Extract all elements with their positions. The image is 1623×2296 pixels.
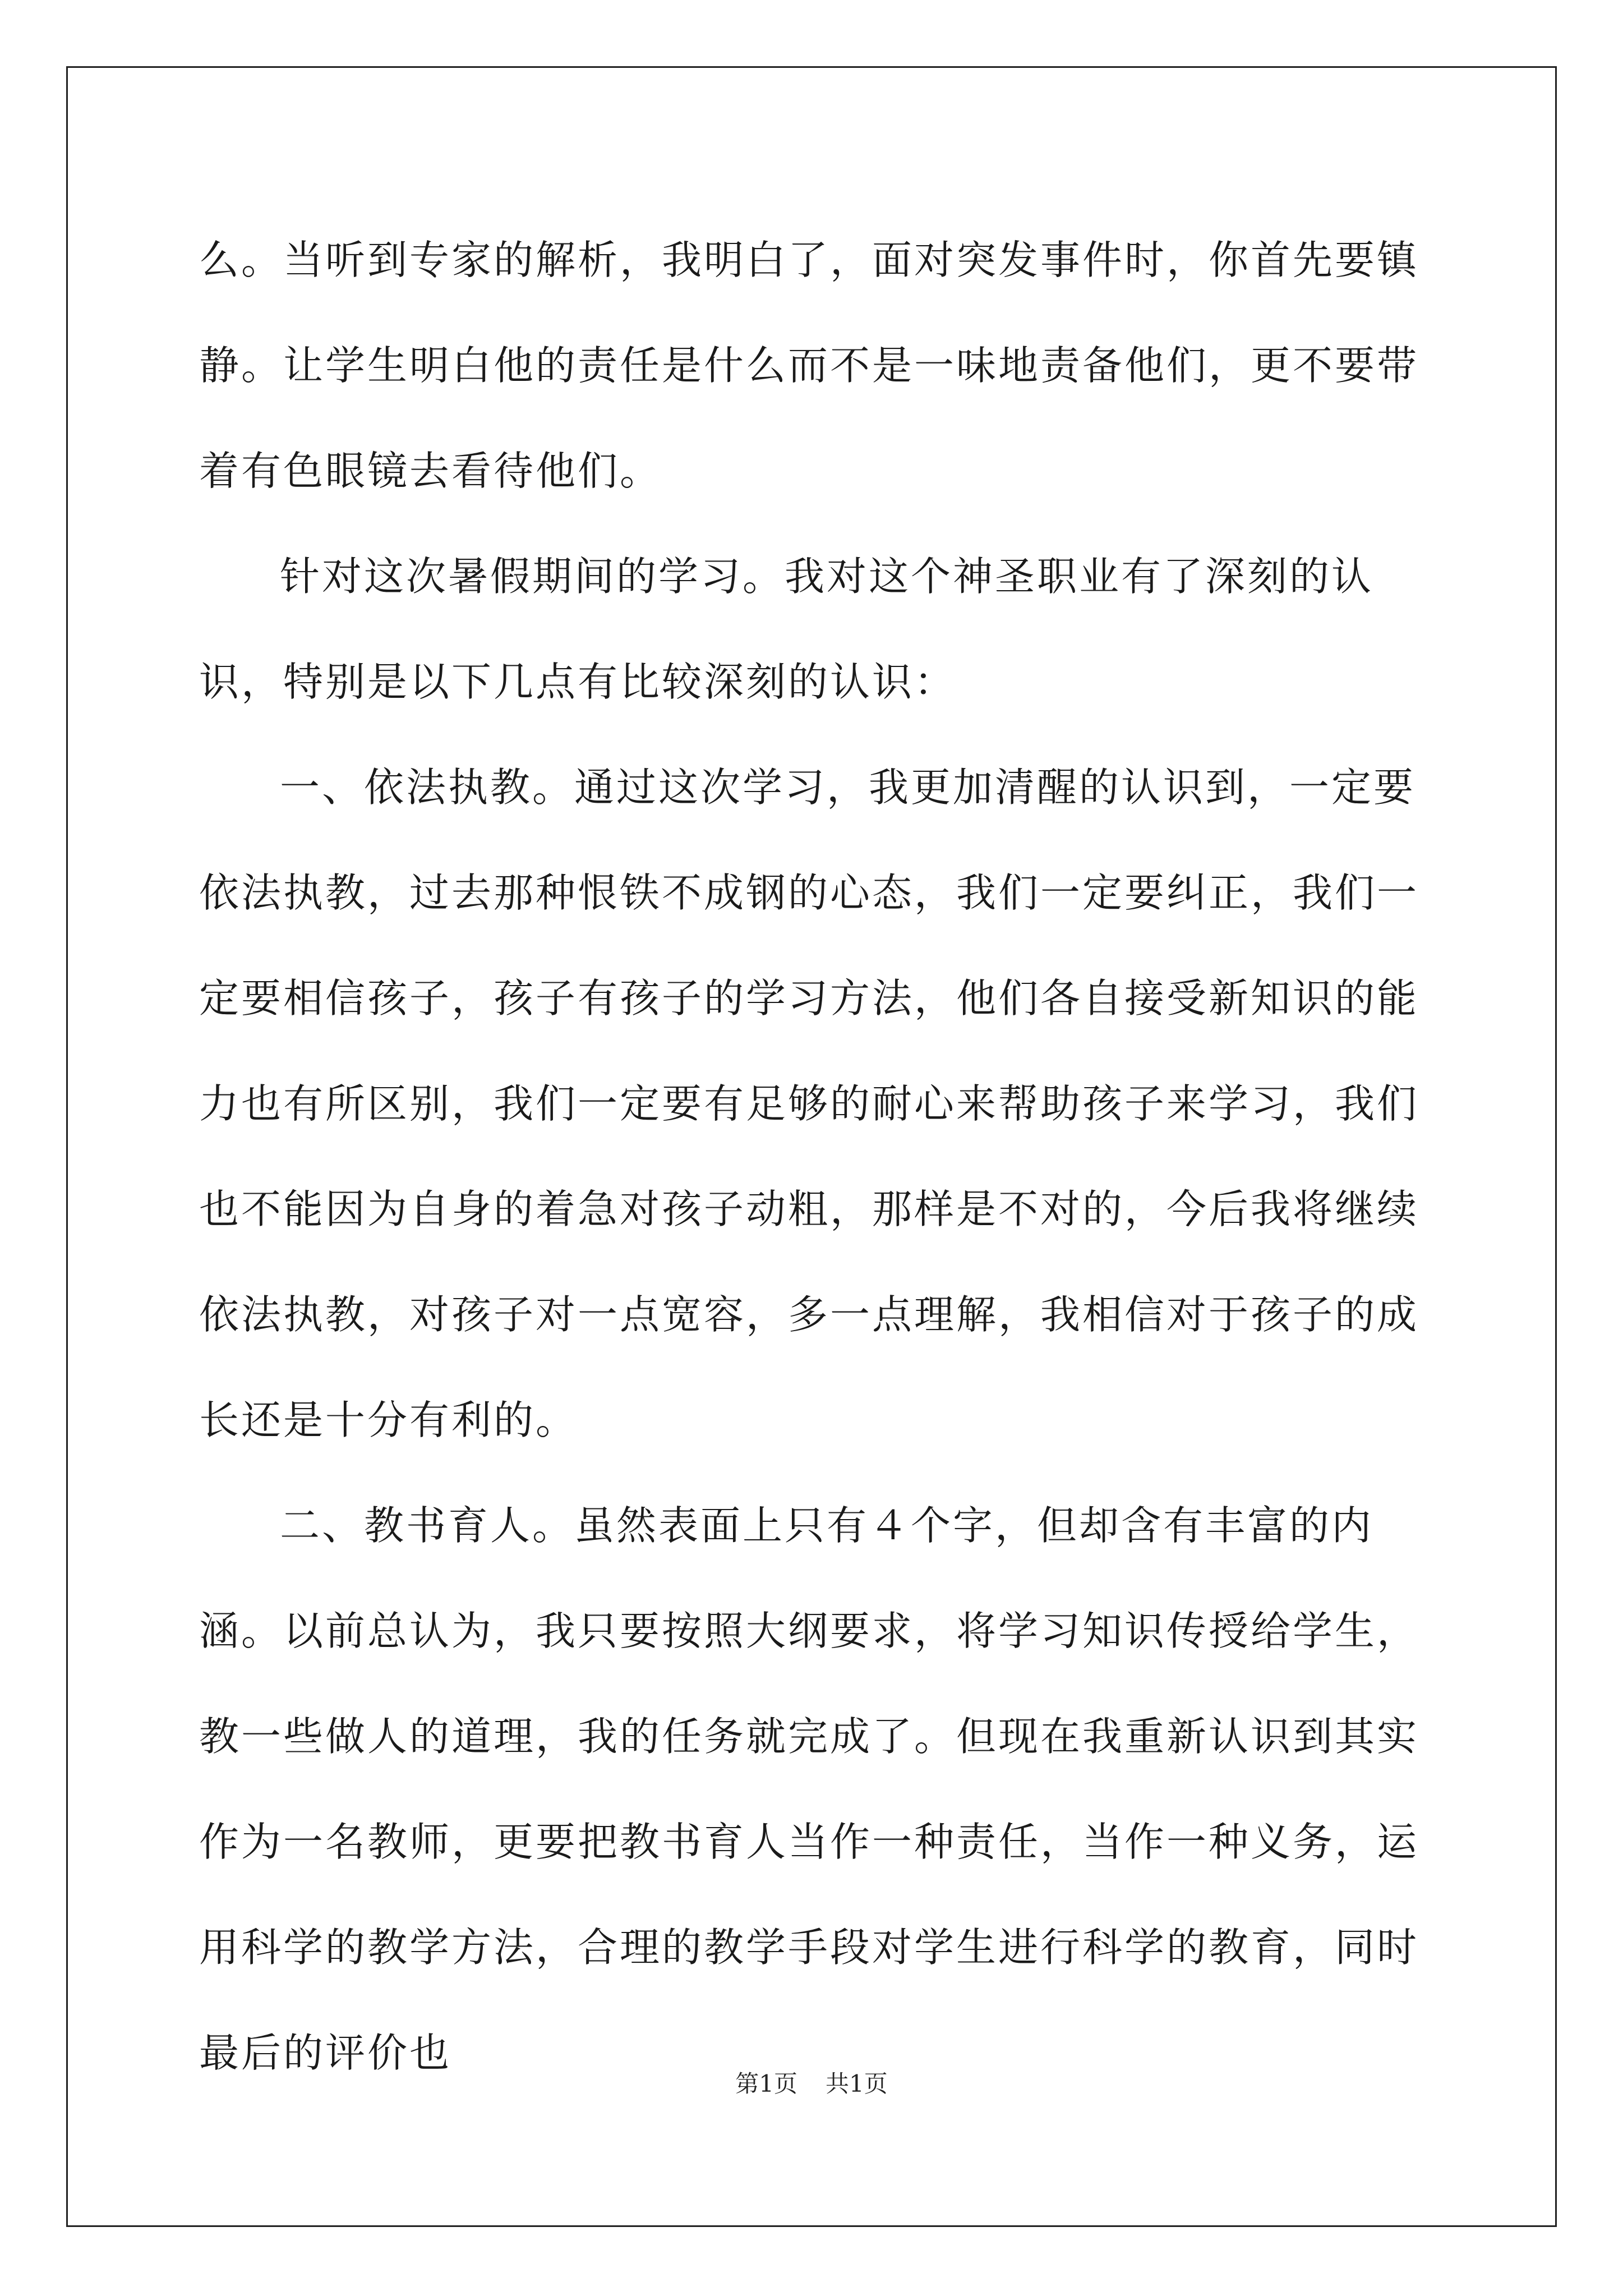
paragraph-4: 二、教书育人。虽然表面上只有４个字，但却含有丰富的内涵。以前总认为，我只要按照大纲要求，将学习知识传授给学生，教一些做人的道理，我的任务就完成了。但现在我重新认识到其实作为一名教师，更要把教书育人当作一种责任，当作一种义务，运用科学的教学方法，合理的教学手段对学生进行科学的教育，同时最后的评价也 [199, 1502, 1419, 2076]
paragraph-3: 一、依法执教。通过这次学习，我更加清醒的认识到，一定要依法执教，过去那种恨铁不成钢的心态，我们一定要纠正，我们一定要相信孩子，孩子有孩子的学习方法，他们各自接受新知识的能力也有所区别，我们一定要有足够的耐心来帮助孩子来学习，我们也不能因为自身的着急对孩子动粗，那样是不对的，今后我将继续依法执教，对孩子对一点宽容，多一点理解，我相信对于孩子的成长还是十分有利的。 [199, 764, 1419, 1443]
page-number-current: 第1页 [735, 2070, 797, 2097]
document-body [199, 208, 1433, 2106]
paragraph-2: 针对这次暑假期间的学习。我对这个神圣职业有了深刻的认识，特别是以下几点有比较深刻的认识： [199, 553, 1374, 705]
page-footer [0, 2067, 1623, 2101]
paragraph-1: 么。当听到专家的解析，我明白了，面对突发事件时，你首先要镇静。让学生明白他的责任是什么而不是一味地责备他们，更不要带着有色眼镜去看待他们。 [199, 237, 1419, 494]
page-number-total: 共1页 [826, 2070, 888, 2097]
